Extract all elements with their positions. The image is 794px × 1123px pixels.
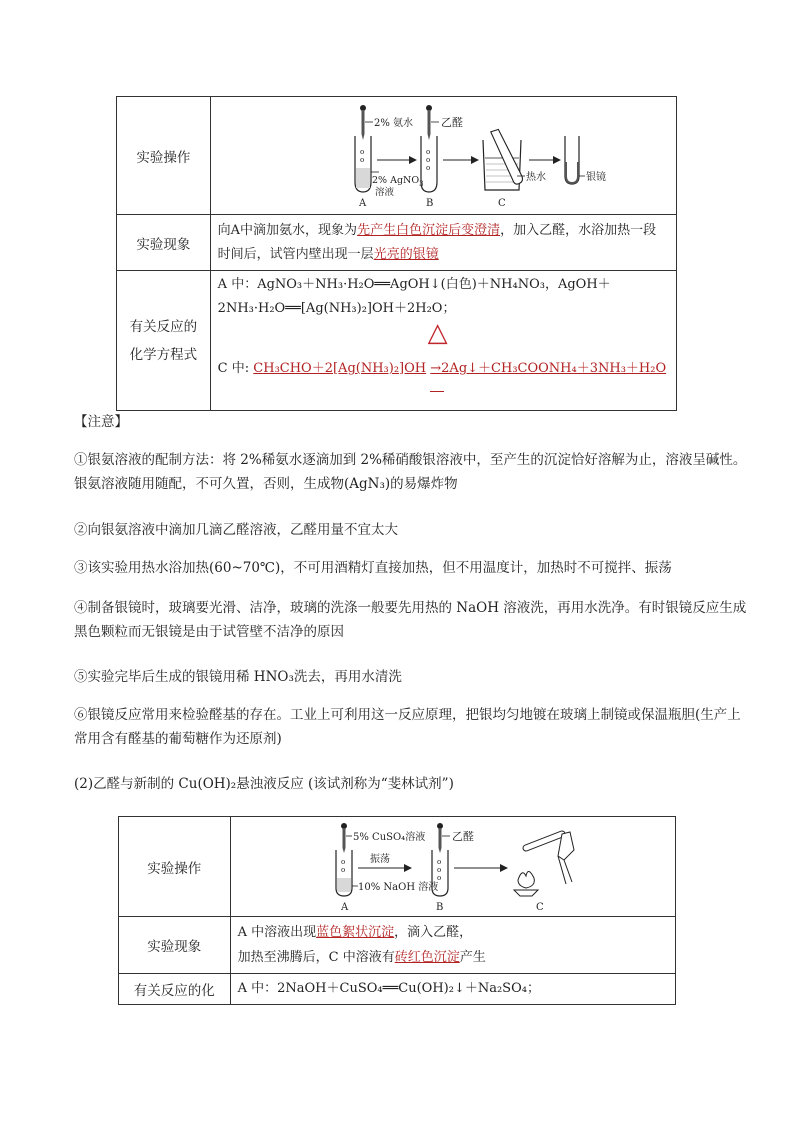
table-row xyxy=(119,917,676,974)
answer-text: 光亮的银镜 xyxy=(373,246,439,262)
agno3-label: 2% AgNO$_3$ xyxy=(372,174,424,188)
equation-a-line2: 2NH₃·H₂O══[Ag(NH₃)₂]OH＋2H₂O； xyxy=(217,301,456,316)
silver-mirror-label: 银镜 xyxy=(586,171,607,183)
dropper-icon xyxy=(360,105,366,140)
tube-a-label: A xyxy=(359,197,367,209)
dropper-icon xyxy=(341,823,347,853)
experiment-figure-cell xyxy=(230,817,675,917)
dropper-icon xyxy=(426,105,432,140)
equation-c-left: CH₃CHO＋2[Ag(NH₃)₂]OH xyxy=(253,361,427,376)
svg-text:o: o xyxy=(340,857,346,866)
note-3: ③该实验用热水浴加热(60~70℃)，不可用酒精灯直接加热，但不用温度计，加热时不可搅拌、振荡 xyxy=(74,560,672,576)
svg-text:o: o xyxy=(426,155,431,164)
svg-text:o: o xyxy=(360,155,365,164)
svg-text:o: o xyxy=(436,873,442,882)
note-2: ②向银氨溶液中滴加几滴乙醛溶液，乙醛用量不宜太大 xyxy=(74,522,398,538)
phenomenon-text: 向A中滴加氨水，现象为先产生白色沉淀后变澄清，加入乙醛，水浴加热一段时间后，试管内壁出现一层光亮的银镜 xyxy=(210,215,676,271)
svg-text:o: o xyxy=(360,147,365,156)
table-row xyxy=(119,817,676,917)
dropper-icon xyxy=(437,823,443,853)
test-tube-a xyxy=(336,850,352,896)
naoh-label: 10% NaOH 溶液 xyxy=(357,881,439,893)
tube-b-label: B xyxy=(435,901,444,913)
beaker-icon xyxy=(483,126,524,189)
tube-a-label: A xyxy=(340,901,349,913)
row-label-equation: 有关反应的化 xyxy=(119,974,231,1005)
reagent-acetaldehyde-label: 乙醛 xyxy=(441,115,464,129)
tube-c-label: C xyxy=(535,901,544,913)
equation-c-right: →2Ag↓＋CH₃COONH₄＋3NH₃＋H₂O xyxy=(430,361,667,376)
silver-mirror-apparatus-diagram xyxy=(293,100,607,212)
answer-text: 砖红色沉淀 xyxy=(394,950,460,965)
row-label-phenomenon: 实验现象 xyxy=(117,215,211,271)
svg-text:o: o xyxy=(426,147,431,156)
table-row xyxy=(119,974,676,1005)
row-label-phenomenon: 实验现象 xyxy=(119,917,231,974)
reagent-cuso4-label: 5% CuSO₄溶液 xyxy=(352,831,425,843)
svg-text:o: o xyxy=(340,865,346,874)
fehling-apparatus-diagram xyxy=(308,820,598,914)
note-4: ④制备银镜时，玻璃要光滑、洁净，玻璃的洗涤一般要先用热的 NaOH 溶液洗，再用水洗净。有时银镜反应生成黑色颗粒而无银镜是由于试管壁不洁净的原因 xyxy=(74,600,747,640)
table-row xyxy=(117,97,677,215)
silver-mirror-table xyxy=(116,96,677,411)
reagent-acetaldehyde-label: 乙醛 xyxy=(451,829,474,843)
equation-cell xyxy=(210,271,676,411)
svg-text:o: o xyxy=(436,865,442,874)
answer-text: 先产生白色沉淀后变澄清 xyxy=(357,222,501,238)
equation-a-line1: A 中：AgNO₃＋NH₃·H₂O══AgOH↓(白色)＋NH₄NO₃，AgOH＋ xyxy=(217,277,611,292)
row-label-operation: 实验操作 xyxy=(119,817,231,917)
underline-mark xyxy=(430,391,444,392)
phenomenon-text: A 中溶液出现蓝色絮状沉淀，滴入乙醛， 加热至沸腾后，C 中溶液有砖红色沉淀产生 xyxy=(230,917,675,974)
note-5: ⑤实验完毕后生成的银镜用稀 HNO₃洗去，再用水清洗 xyxy=(74,669,402,685)
heat-delta-symbol: △ xyxy=(427,318,448,348)
row-label-operation: 实验操作 xyxy=(117,97,211,215)
section-2-title: (2)乙醛与新制的 Cu(OH)₂悬浊液反应 (该试剂称为“斐林试剂”) xyxy=(74,776,454,792)
tube-b-label: B xyxy=(426,197,434,209)
shake-label: 振荡 xyxy=(369,853,390,865)
note-6: ⑥银镜反应常用来检验醛基的存在。工业上可利用这一反应原理，把银均匀地镀在玻璃上制镜或保温瓶胆(生产上常用含有醛基的葡萄糖作为还原剂) xyxy=(74,707,741,747)
svg-text:o: o xyxy=(436,857,442,866)
row-label-equation: 有关反应的 化学方程式 xyxy=(117,271,211,411)
tube-c-label: C xyxy=(498,197,506,209)
note-1: ①银氨溶液的配制方法：将 2%稀氨水逐滴加到 2%稀硝酸银溶液中，至产生的沉淀恰好溶解为止，溶液呈碱性。银氨溶液随用随配，不可久置，否则，生成物(AgN₃)的易爆炸物 xyxy=(74,452,747,492)
solution-label: 溶液 xyxy=(375,186,395,198)
equation-cell: A 中：2NaOH＋CuSO₄══Cu(OH)₂↓＋Na₂SO₄； xyxy=(230,974,675,1005)
reagent-ammonia-label: 2% 氨水 xyxy=(374,117,414,129)
svg-text:o: o xyxy=(426,163,431,172)
experiment-figure-cell xyxy=(210,97,676,215)
heating-tube-with-hand-icon xyxy=(514,832,574,896)
equation-c-prefix: C 中: xyxy=(217,361,250,376)
hot-water-label: 热水 xyxy=(526,171,547,183)
fehling-table xyxy=(118,816,676,1005)
table-row xyxy=(117,215,677,271)
test-tube-a xyxy=(355,136,371,192)
note-heading: 【注意】 xyxy=(74,414,128,430)
answer-text: 蓝色絮状沉淀 xyxy=(316,925,395,940)
table-row xyxy=(117,271,677,411)
test-tube-d xyxy=(565,136,579,184)
